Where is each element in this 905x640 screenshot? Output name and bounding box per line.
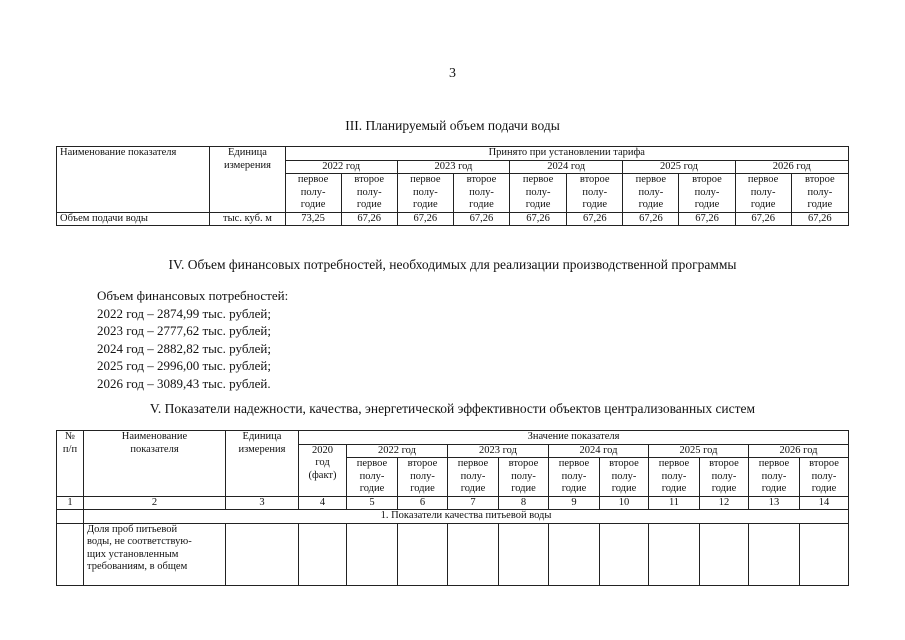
half-second-header: второе полу- годие (499, 458, 549, 497)
column-number: 4 (299, 496, 347, 510)
unit-header: Единица измерения (226, 431, 299, 497)
column-number: 13 (749, 496, 800, 510)
year-header: 2024 год (549, 444, 649, 458)
financial-line: 2026 год – 3089,43 тыс. рублей. (97, 375, 271, 391)
value-cell: 67,26 (397, 212, 453, 226)
half-second-header: второе полу- годие (567, 174, 623, 213)
group-row (57, 510, 849, 524)
column-number: 11 (649, 496, 700, 510)
column-number: 5 (347, 496, 398, 510)
year-header: 2026 год (735, 160, 848, 174)
value-header: Значение показателя (299, 431, 849, 445)
column-number: 14 (800, 496, 849, 510)
column-number: 3 (226, 496, 299, 510)
indicators-table (56, 430, 849, 586)
half-first-header: первое полу- годие (347, 458, 398, 497)
table-row (57, 212, 849, 226)
financial-line: 2025 год – 2996,00 тыс. рублей; (97, 358, 271, 373)
financial-line: Объем финансовых потребностей: (97, 288, 289, 303)
half-second-header: второе полу- годие (600, 458, 649, 497)
column-number: 7 (448, 496, 499, 510)
value-cell: 73,25 (285, 212, 341, 226)
value-cell: 67,26 (791, 212, 848, 226)
row-unit: тыс. куб. м (210, 212, 285, 226)
financial-line: 2023 год – 2777,62 тыс. рублей; (97, 323, 271, 338)
column-number: 10 (600, 496, 649, 510)
column-number: 8 (499, 496, 549, 510)
half-first-header: первое полу- годие (749, 458, 800, 497)
water-supply-table (56, 146, 849, 226)
column-number: 2 (84, 496, 226, 510)
half-second-header: второе полу- годие (398, 458, 448, 497)
column-number: 12 (700, 496, 749, 510)
value-cell: 67,26 (341, 212, 397, 226)
column-number: 1 (57, 496, 84, 510)
half-first-header: первое полу- годие (649, 458, 700, 497)
row-name: Доля проб питьевой воды, не соответствую- щих установленным требованиям, в общем (84, 523, 226, 585)
year-header: 2026 год (749, 444, 849, 458)
value-cell: 67,26 (453, 212, 509, 226)
half-first-header: первое полу- годие (549, 458, 600, 497)
half-first-header: первое полу- годие (285, 174, 341, 213)
column-number: 9 (549, 496, 600, 510)
half-second-header: второе полу- годие (453, 174, 509, 213)
row-name: Объем подачи воды (57, 212, 210, 226)
year-header: 2023 год (448, 444, 549, 458)
value-cell: 67,26 (623, 212, 679, 226)
year-header: 2025 год (623, 160, 735, 174)
year-header: 2022 год (285, 160, 397, 174)
half-second-header: второе полу- годие (341, 174, 397, 213)
half-first-header: первое полу- годие (397, 174, 453, 213)
half-first-header: первое полу- годие (623, 174, 679, 213)
year-header: 2024 год (510, 160, 623, 174)
column-number: 6 (398, 496, 448, 510)
value-cell: 67,26 (679, 212, 735, 226)
half-second-header: второе полу- годие (700, 458, 749, 497)
value-cell: 67,26 (735, 212, 791, 226)
value-cell: 67,26 (567, 212, 623, 226)
financial-line: 2022 год – 2874,99 тыс. рублей; (97, 305, 271, 321)
column-numbers-row (57, 496, 849, 510)
half-second-header: второе полу- годие (800, 458, 849, 497)
name-header: Наименование показателя (84, 431, 226, 497)
section-5-heading: V. Показатели надежности, качества, энергетической эффективности объектов централизованных систем (149, 401, 756, 416)
accepted-header: Принято при установлении тарифа (285, 147, 848, 161)
year-2020-header: 2020 год (факт) (299, 444, 347, 496)
value-cell: 67,26 (510, 212, 567, 226)
half-first-header: первое полу- годие (510, 174, 567, 213)
year-header: 2022 год (347, 444, 448, 458)
group-title: 1. Показатели качества питьевой воды (84, 510, 849, 524)
section-3-heading: III. Планируемый объем подачи воды (345, 118, 560, 133)
half-first-header: первое полу- годие (448, 458, 499, 497)
half-first-header: первое полу- годие (735, 174, 791, 213)
year-header: 2023 год (397, 160, 509, 174)
indicator-header: Наименование показателя (57, 147, 210, 213)
page-number: 3 (449, 66, 456, 81)
financial-line: 2024 год – 2882,82 тыс. рублей; (97, 340, 271, 356)
half-second-header: второе полу- годие (791, 174, 848, 213)
unit-header: Единица измерения (210, 147, 285, 213)
table-row (57, 523, 849, 585)
half-second-header: второе полу- годие (679, 174, 735, 213)
section-4-heading: IV. Объем финансовых потребностей, необходимых для реализации производственной программы (168, 257, 737, 272)
number-header: № п/п (57, 431, 84, 497)
year-header: 2025 год (649, 444, 749, 458)
financial-needs-list (97, 287, 288, 392)
